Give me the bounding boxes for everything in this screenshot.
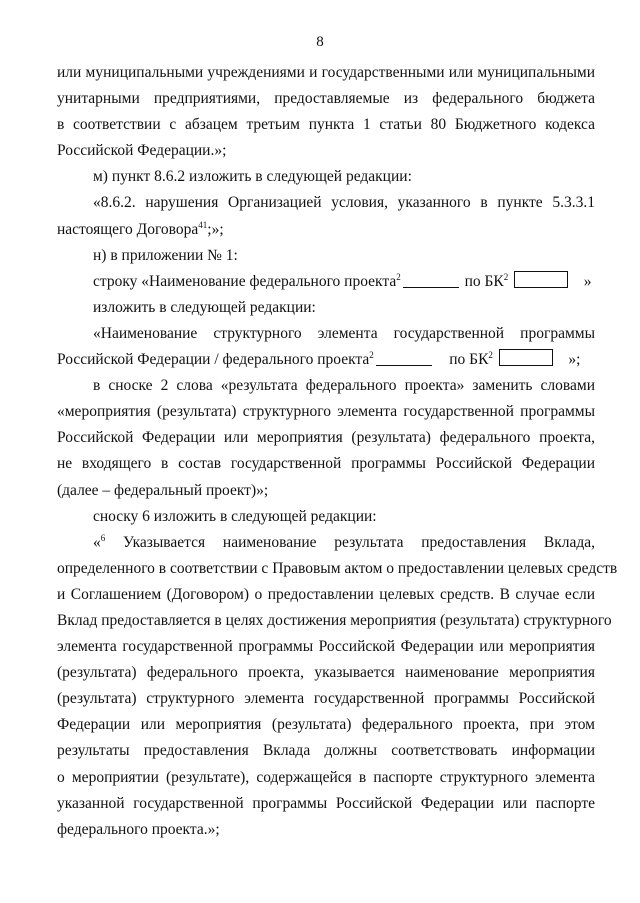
text-line: (далее – федеральный проект)»; xyxy=(57,481,269,499)
fill-blank xyxy=(403,273,459,288)
text-line: унитарными предприятиями, предоставляемые из федерального бюджета xyxy=(57,90,595,108)
text-fragment: настоящего Договора xyxy=(57,220,199,238)
footnote-mark: 2 xyxy=(396,271,401,282)
text-line: «Наименование структурного элемента государственной программы xyxy=(93,324,595,342)
text-fragment: по БК xyxy=(464,272,504,290)
text-fragment: »; xyxy=(568,351,581,369)
text-line: изложить в следующей редакции: xyxy=(93,298,316,316)
footnote-mark: 2 xyxy=(503,271,509,282)
text-line: или муниципальными учреждениями и государственными или муниципальными xyxy=(57,64,595,81)
text-line xyxy=(57,217,595,243)
text-fragment: Указывается наименование результата предоставления Вклада, xyxy=(105,533,595,551)
text-line: Федерации или мероприятия (результата) федерального проекта, при этом xyxy=(57,716,595,734)
text-line: Российской Федерации или мероприятия (результата) федерального проекта, xyxy=(57,429,595,447)
text-line: «8.6.2. нарушения Организацией условия, указанного в пункте 5.3.3.1 xyxy=(93,194,595,212)
code-box xyxy=(499,349,553,366)
text-line: «мероприятия (результата) структурного элемента государственной программы xyxy=(57,403,595,421)
code-box xyxy=(514,271,568,288)
text-fragment: « xyxy=(93,533,101,551)
text-line: элемента государственной программы Российской Федерации или мероприятия xyxy=(57,638,595,656)
text-fragment: строку «Наименование федерального проекта xyxy=(93,272,397,290)
text-line: Вклад предоставляется в целях достижения мероприятия (результата) структурного xyxy=(57,611,612,629)
page-number: 8 xyxy=(316,34,324,50)
text-line: результаты предоставления Вклада должны соответствовать информации xyxy=(57,742,595,760)
text-line: не входящего в состав государственной программы Российской Федерации xyxy=(57,455,595,473)
text-line: м) пункт 8.6.2 изложить в следующей редакции: xyxy=(93,168,412,186)
text-line: сноску 6 изложить в следующей редакции: xyxy=(93,507,377,525)
text-line: федерального проекта.»; xyxy=(57,820,220,838)
text-fragment: по БК xyxy=(449,351,489,369)
text-line xyxy=(57,347,595,373)
text-fragment: » xyxy=(583,272,592,290)
text-line: н) в приложении № 1: xyxy=(93,246,238,264)
text-line: указанной государственной программы Российской Федерации или паспорте xyxy=(57,794,595,812)
text-line: о мероприятии (результате), содержащейся в паспорте структурного элемента xyxy=(57,768,595,786)
text-line: Российской Федерации.»; xyxy=(57,142,227,160)
text-line: в соответствии с абзацем третьим пункта 1 статьи 80 Бюджетного кодекса xyxy=(57,116,595,134)
document-body xyxy=(57,60,618,843)
fill-blank xyxy=(376,351,432,366)
text-line: (результата) структурного элемента государственной программы Российской xyxy=(57,690,595,708)
text-line: в сноске 2 слова «результата федерального проекта» заменить словами xyxy=(93,377,595,395)
footnote-mark: 6 xyxy=(100,532,106,543)
text-fragment: Российской Федерации / федерального проекта xyxy=(57,351,370,369)
text-line xyxy=(57,530,595,556)
footnote-mark: 2 xyxy=(488,350,493,361)
text-line: (результата) федерального проекта, указывается наименование мероприятия xyxy=(57,664,595,682)
text-line xyxy=(57,269,595,295)
text-line: и Соглашением (Договором) о предоставлении целевых средств. В случае если xyxy=(57,585,595,603)
text-fragment: ;»; xyxy=(207,220,224,238)
text-line: определенного в соответствии с Правовым актом о предоставлении целевых средств xyxy=(57,559,618,577)
footnote-mark: 41 xyxy=(198,219,208,230)
footnote-mark: 2 xyxy=(369,350,374,361)
